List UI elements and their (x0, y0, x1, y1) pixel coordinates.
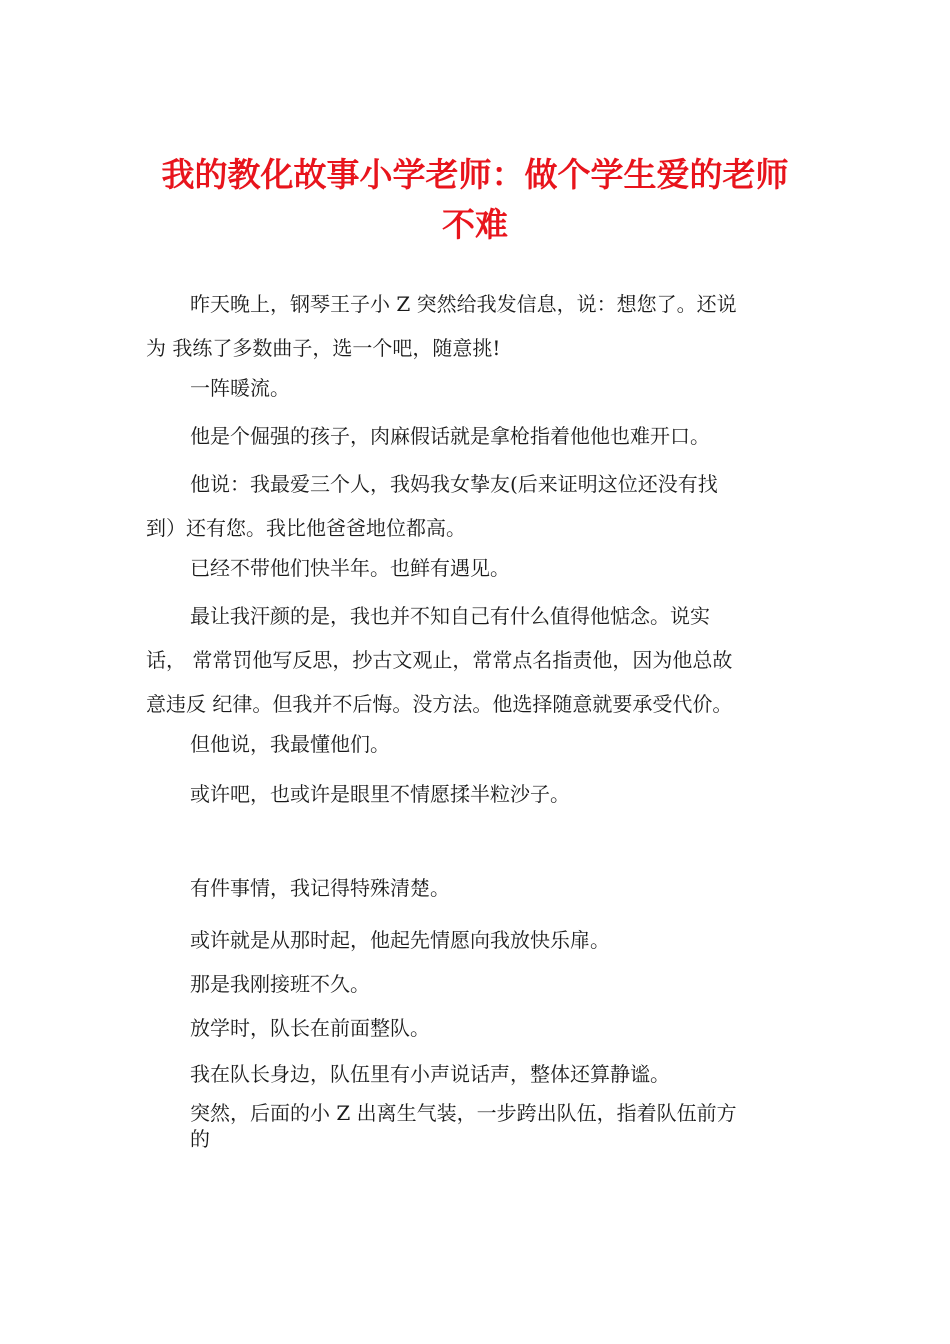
paragraph-6-line-2: 话， 常常罚他写反思，抄古文观止，常常点名指责他，因为他总故 (146, 648, 733, 672)
document-title (130, 150, 820, 250)
paragraph-14-line-1: 突然，后面的小 Z 出离生气装，一步跨出队伍，指着队伍前方 (190, 1101, 737, 1125)
paragraph-10: 或许就是从那时起，他起先情愿向我放快乐扉。 (190, 928, 610, 952)
paragraph-6 (146, 594, 796, 726)
paragraph-14-line-2: 的 (190, 1127, 210, 1151)
paragraph-1 (146, 282, 796, 370)
paragraph-1-line-2: 为 我练了多数曲子，选一个吧，随意挑! (146, 336, 501, 360)
paragraph-4 (146, 462, 796, 550)
paragraph-13: 我在队长身边，队伍里有小声说话声，整体还算静谧。 (190, 1062, 670, 1086)
paragraph-8: 或许吧，也或许是眼里不情愿揉半粒沙子。 (190, 782, 570, 806)
paragraph-1-line-1: 昨天晚上，钢琴王子小 Z 突然给我发信息，说：想您了。还说 (190, 292, 737, 316)
paragraph-7: 但他说，我最懂他们。 (190, 732, 390, 756)
title-line-1: 我的教化故事小学老师：做个学生爱的老师 (161, 155, 789, 194)
title-line-2: 不难 (442, 205, 508, 244)
paragraph-2: 一阵暖流。 (190, 376, 290, 400)
paragraph-4-line-2: 到）还有您。我比他爸爸地位都高。 (146, 516, 466, 540)
paragraph-12: 放学时，队长在前面整队。 (190, 1016, 430, 1040)
paragraph-9: 有件事情，我记得特殊清楚。 (190, 876, 450, 900)
paragraph-4-line-1: 他说：我最爱三个人，我妈我女挚友(后来证明这位还没有找 (190, 472, 718, 496)
paragraph-6-line-1: 最让我汗颜的是，我也并不知自己有什么值得他惦念。说实 (190, 604, 710, 628)
paragraph-14 (146, 1100, 840, 1152)
paragraph-6-line-3: 意违反 纪律。但我并不后悔。没方法。他选择随意就要承受代价。 (146, 692, 733, 716)
paragraph-5: 已经不带他们快半年。也鲜有遇见。 (190, 556, 510, 580)
paragraph-11: 那是我刚接班不久。 (190, 972, 370, 996)
paragraph-3: 他是个倔强的孩子，肉麻假话就是拿枪指着他他也难开口。 (190, 424, 710, 448)
